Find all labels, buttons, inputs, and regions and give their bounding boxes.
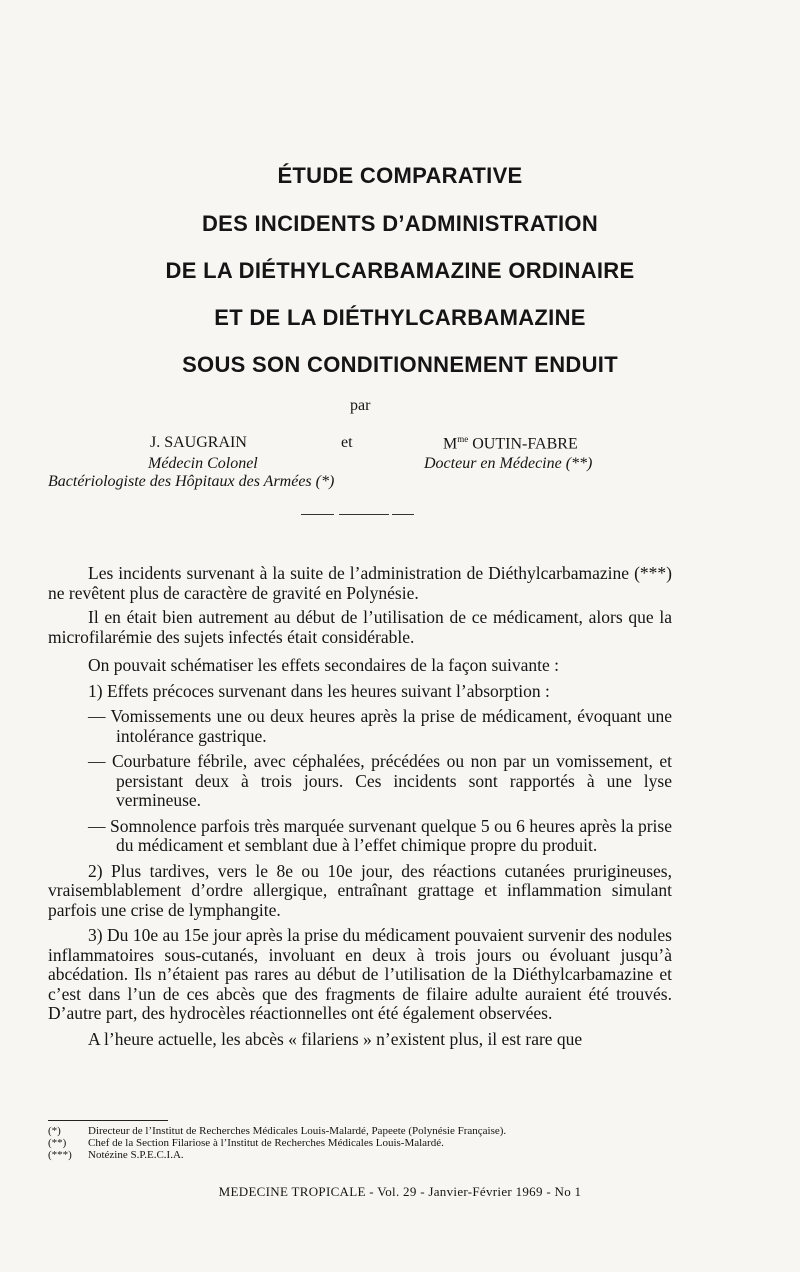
separator-rule <box>392 514 414 515</box>
and-word: et <box>341 434 353 451</box>
footnote: (***) Notézine S.P.E.C.I.A. <box>48 1149 184 1161</box>
list-item: — Vomissements une ou deux heures après la prise de médicament, évoquant une intolérance gastrique. <box>88 706 672 746</box>
paragraph: 1) Effets précoces survenant dans les heures suivant l’absorption : <box>88 680 550 701</box>
footnote-rule <box>48 1120 168 1121</box>
separator-rule <box>301 514 334 515</box>
title-line-3: DE LA DIÉTHYLCARBAMAZINE ORDINAIRE <box>165 258 635 283</box>
title-line-5: SOUS SON CONDITIONNEMENT ENDUIT <box>182 352 618 377</box>
footnote: (**) Chef de la Section Filariose à l’Institut de Recherches Médicales Louis-Malardé. <box>48 1137 444 1149</box>
author2-name: $M^{me}$ OUTIN-FABRE <box>443 434 578 453</box>
paragraph: A l’heure actuelle, les abcès « filariens » n’existent plus, il est rare que <box>88 1028 583 1049</box>
by-word: par <box>350 397 371 414</box>
paragraph: Il en était bien autrement au début de l’utilisation de ce médicament, alors que la microfilarémie des sujets infectés était considérable. <box>48 607 672 647</box>
author1-name: J. SAUGRAIN <box>150 434 247 451</box>
list-item: — Somnolence parfois très marquée survenant quelque 5 ou 6 heures après la prise du médicament et semblant due à l’effet chimique propre du produit. <box>88 815 672 855</box>
paragraph: On pouvait schématiser les effets secondaires de la façon suivante : <box>88 655 560 675</box>
paragraph: 3) Du 10e au 15e jour après la prise du médicament pouvaient survenir des nodules inflammatoires sous-cutanés, involuant en deux à trois jours ou évoluant jusqu’à abcédation. Ils n’étaient pas rares au début de l’utilisation de la Diéthylcarbamazine et c’est dans l’un de ces abcès que des fragments de filaire adulte auraient été trouvés. D’autre part, des hydrocèles réactionnelles ont été également observées. <box>48 925 672 1023</box>
paragraph: 2) Plus tardives, vers le 8e ou 10e jour, des réactions cutanées prurigineuses, vraisemblablement d’ordre allergique, entraînant grattage et inflammation simulant parfois une crise de lymphangite. <box>48 860 672 920</box>
title-line-4: ET DE LA DIÉTHYLCARBAMAZINE <box>214 305 586 330</box>
author1-role1: Médecin Colonel <box>148 455 258 472</box>
footnote: (*) Directeur de l’Institut de Recherches Médicales Louis-Malardé, Papeete (Polynésie Française). <box>48 1125 507 1137</box>
title-line-1: ÉTUDE COMPARATIVE <box>277 163 523 188</box>
author1-role2: Bactériologiste des Hôpitaux des Armées (*) <box>48 473 335 490</box>
journal-footer: MEDECINE TROPICALE - Vol. 29 - Janvier-Février 1969 - No 1 <box>218 1184 582 1199</box>
list-item: — Courbature fébrile, avec céphalées, précédées ou non par un vomissement, et persistant deux à trois jours. Ces incidents sont rapportés à une lyse vermineuse. <box>88 751 672 810</box>
title-line-2: DES INCIDENTS D’ADMINISTRATION <box>201 211 599 236</box>
paragraph: Les incidents survenant à la suite de l’administration de Diéthylcarbamazine (***) ne revêtent plus de caractère de gravité en Polynésie. <box>48 563 672 603</box>
author2-role: Docteur en Médecine (**) <box>424 455 593 472</box>
separator-rule <box>339 514 389 515</box>
body-text <box>48 564 672 1049</box>
